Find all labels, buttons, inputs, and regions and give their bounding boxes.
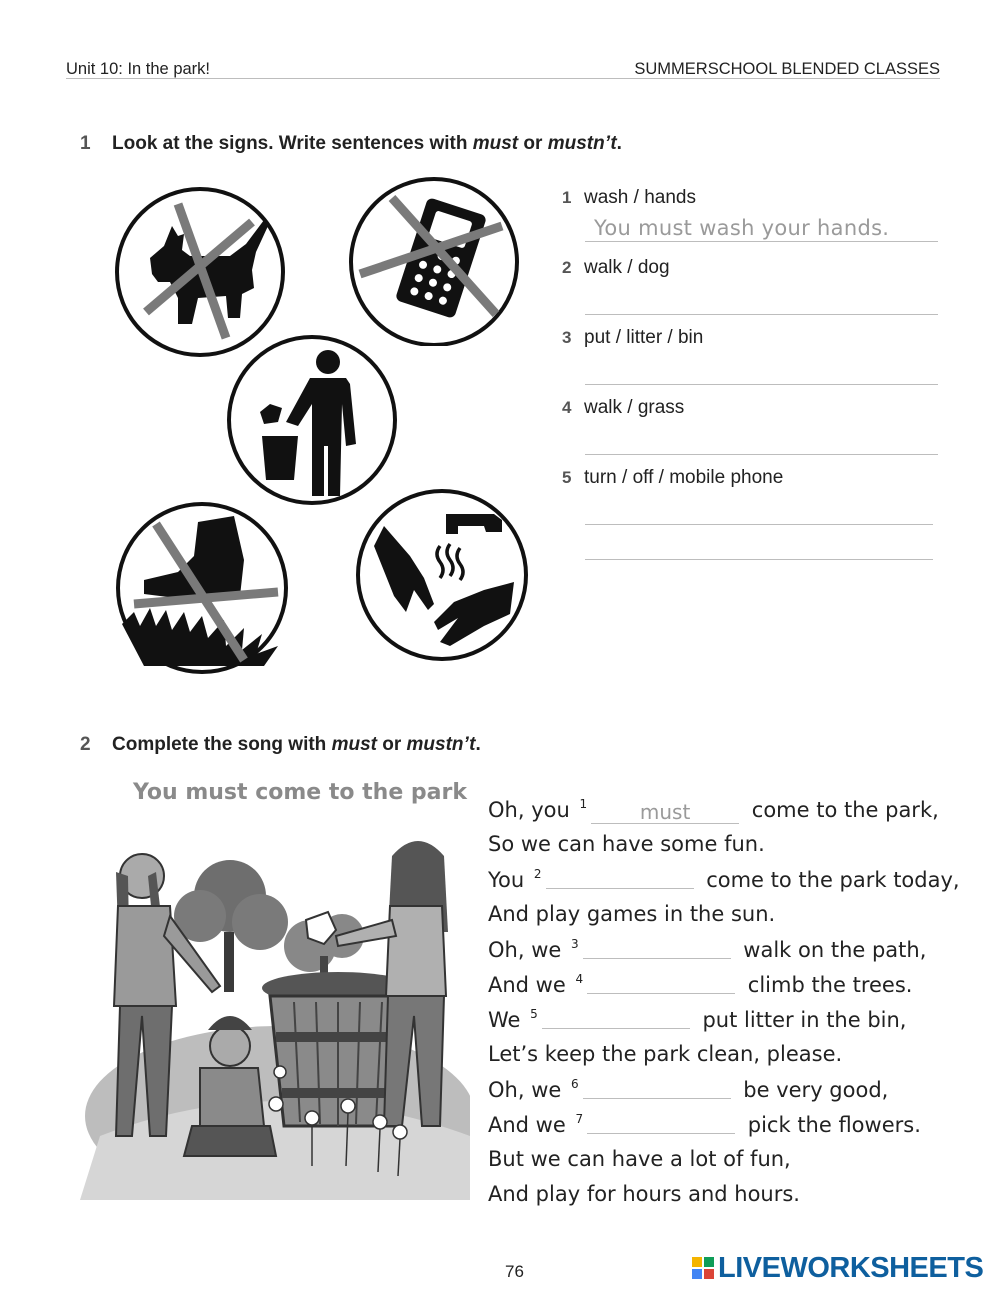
exercise2-number: 2 [80, 734, 91, 755]
exercise1-title-text: Look at the signs. Write sentences with [112, 133, 473, 154]
song-line-10 [488, 1112, 921, 1137]
item-number: 4 [562, 398, 572, 417]
exercise2-word-must: must [331, 734, 377, 755]
no-mobile-phones-icon [346, 174, 522, 346]
no-dogs-icon [112, 186, 288, 358]
song-title: You must come to the park [133, 780, 467, 805]
exercise1-word-mustnt: mustn’t [547, 133, 617, 154]
song-line-12: And play for hours and hours. [488, 1182, 800, 1206]
exercise2-word-mustnt: mustn’t [406, 734, 476, 755]
exercise2-title-text: Complete the song with [112, 734, 332, 755]
exercise1-title-or: or [518, 133, 548, 154]
gap-7-input[interactable] [587, 1115, 735, 1134]
song-line-11: But we can have a lot of fun, [488, 1147, 791, 1171]
item-number: 2 [562, 258, 572, 277]
song-text: Oh, we [488, 1078, 568, 1102]
song-text: come to the park today, [699, 868, 960, 892]
exercise1-item-1 [562, 187, 696, 209]
song-text: put litter in the bin, [695, 1008, 907, 1032]
header-divider [66, 78, 940, 79]
exercise2-title-or: or [376, 734, 407, 755]
song-line-8: Let’s keep the park clean, please. [488, 1042, 843, 1066]
song-text: pick the flowers. [741, 1113, 921, 1137]
song-text: climb the trees. [741, 973, 913, 997]
gap-number: 7 [575, 1112, 584, 1126]
gap-number: 6 [570, 1077, 579, 1091]
answer-line-1[interactable] [585, 241, 938, 242]
song-text: You [488, 868, 531, 892]
exercise1-item-2 [562, 257, 670, 279]
litter-bin-icon [224, 334, 400, 506]
answer-line-2[interactable] [585, 314, 938, 315]
song-text: Oh, we [488, 938, 568, 962]
exercise1-word-must: must [472, 133, 519, 154]
song-line-3 [488, 867, 960, 892]
song-line-9 [488, 1077, 888, 1102]
keep-off-grass-icon [114, 500, 290, 676]
gap-5-input[interactable] [542, 1010, 690, 1029]
item-prompt: walk / grass [584, 397, 685, 418]
exercise1-title-end: . [616, 133, 622, 154]
song-text: We [488, 1008, 528, 1032]
item-prompt: turn / off / mobile phone [584, 467, 784, 488]
song-line-7 [488, 1007, 906, 1032]
answer-line-5a[interactable] [585, 524, 933, 525]
song-text: walk on the path, [736, 938, 927, 962]
liveworksheets-badge-icon [692, 1257, 714, 1279]
song-text: be very good, [736, 1078, 889, 1102]
gap-number: 4 [575, 972, 584, 986]
song-line-4: And play games in the sun. [488, 902, 776, 926]
gap-2-input[interactable] [546, 870, 694, 889]
gap-number: 2 [533, 867, 542, 881]
gap-1-input[interactable]: must [591, 805, 739, 824]
item-prompt: wash / hands [584, 187, 696, 208]
gap-number: 3 [570, 937, 579, 951]
gap-number: 5 [530, 1007, 538, 1021]
exercise1-item-3 [562, 327, 703, 349]
exercise1-item-5 [562, 467, 783, 489]
header-course-title: SUMMERSCHOOL BLENDED CLASSES [634, 60, 940, 78]
wash-hands-icon [354, 486, 530, 664]
song-text: Oh, you [488, 798, 577, 822]
gap-4-input[interactable] [587, 975, 735, 994]
exercise1-number: 1 [80, 133, 91, 154]
gap-6-input[interactable] [583, 1080, 731, 1099]
song-line-2: So we can have some fun. [488, 832, 765, 856]
song-line-5 [488, 937, 926, 962]
song-line-1 [488, 797, 939, 824]
answer-line-3[interactable] [585, 384, 938, 385]
gap-number: 1 [579, 797, 588, 811]
answer-line-5b[interactable] [585, 559, 933, 560]
page-number: 76 [505, 1262, 524, 1281]
song-text: come to the park, [745, 798, 939, 822]
exercise1-title [80, 133, 622, 155]
item-prompt: walk / dog [584, 257, 670, 278]
gap-3-input[interactable] [583, 940, 731, 959]
park-illustration [80, 836, 470, 1200]
header-unit-title: Unit 10: In the park! [66, 60, 210, 78]
logo-text: LIVEWORKSHEETS [718, 1252, 984, 1284]
exercise2-title [80, 734, 481, 756]
exercise1-item-4 [562, 397, 684, 419]
answer-line-4[interactable] [585, 454, 938, 455]
exercise2-title-end: . [475, 734, 481, 755]
song-text: And we [488, 973, 573, 997]
liveworksheets-logo[interactable] [692, 1252, 983, 1285]
example-answer: You must wash your hands. [594, 216, 890, 240]
item-number: 1 [562, 188, 572, 207]
song-text: And we [488, 1113, 573, 1137]
item-number: 3 [562, 328, 572, 347]
item-number: 5 [562, 468, 572, 487]
item-prompt: put / litter / bin [584, 327, 704, 348]
song-line-6 [488, 972, 912, 997]
